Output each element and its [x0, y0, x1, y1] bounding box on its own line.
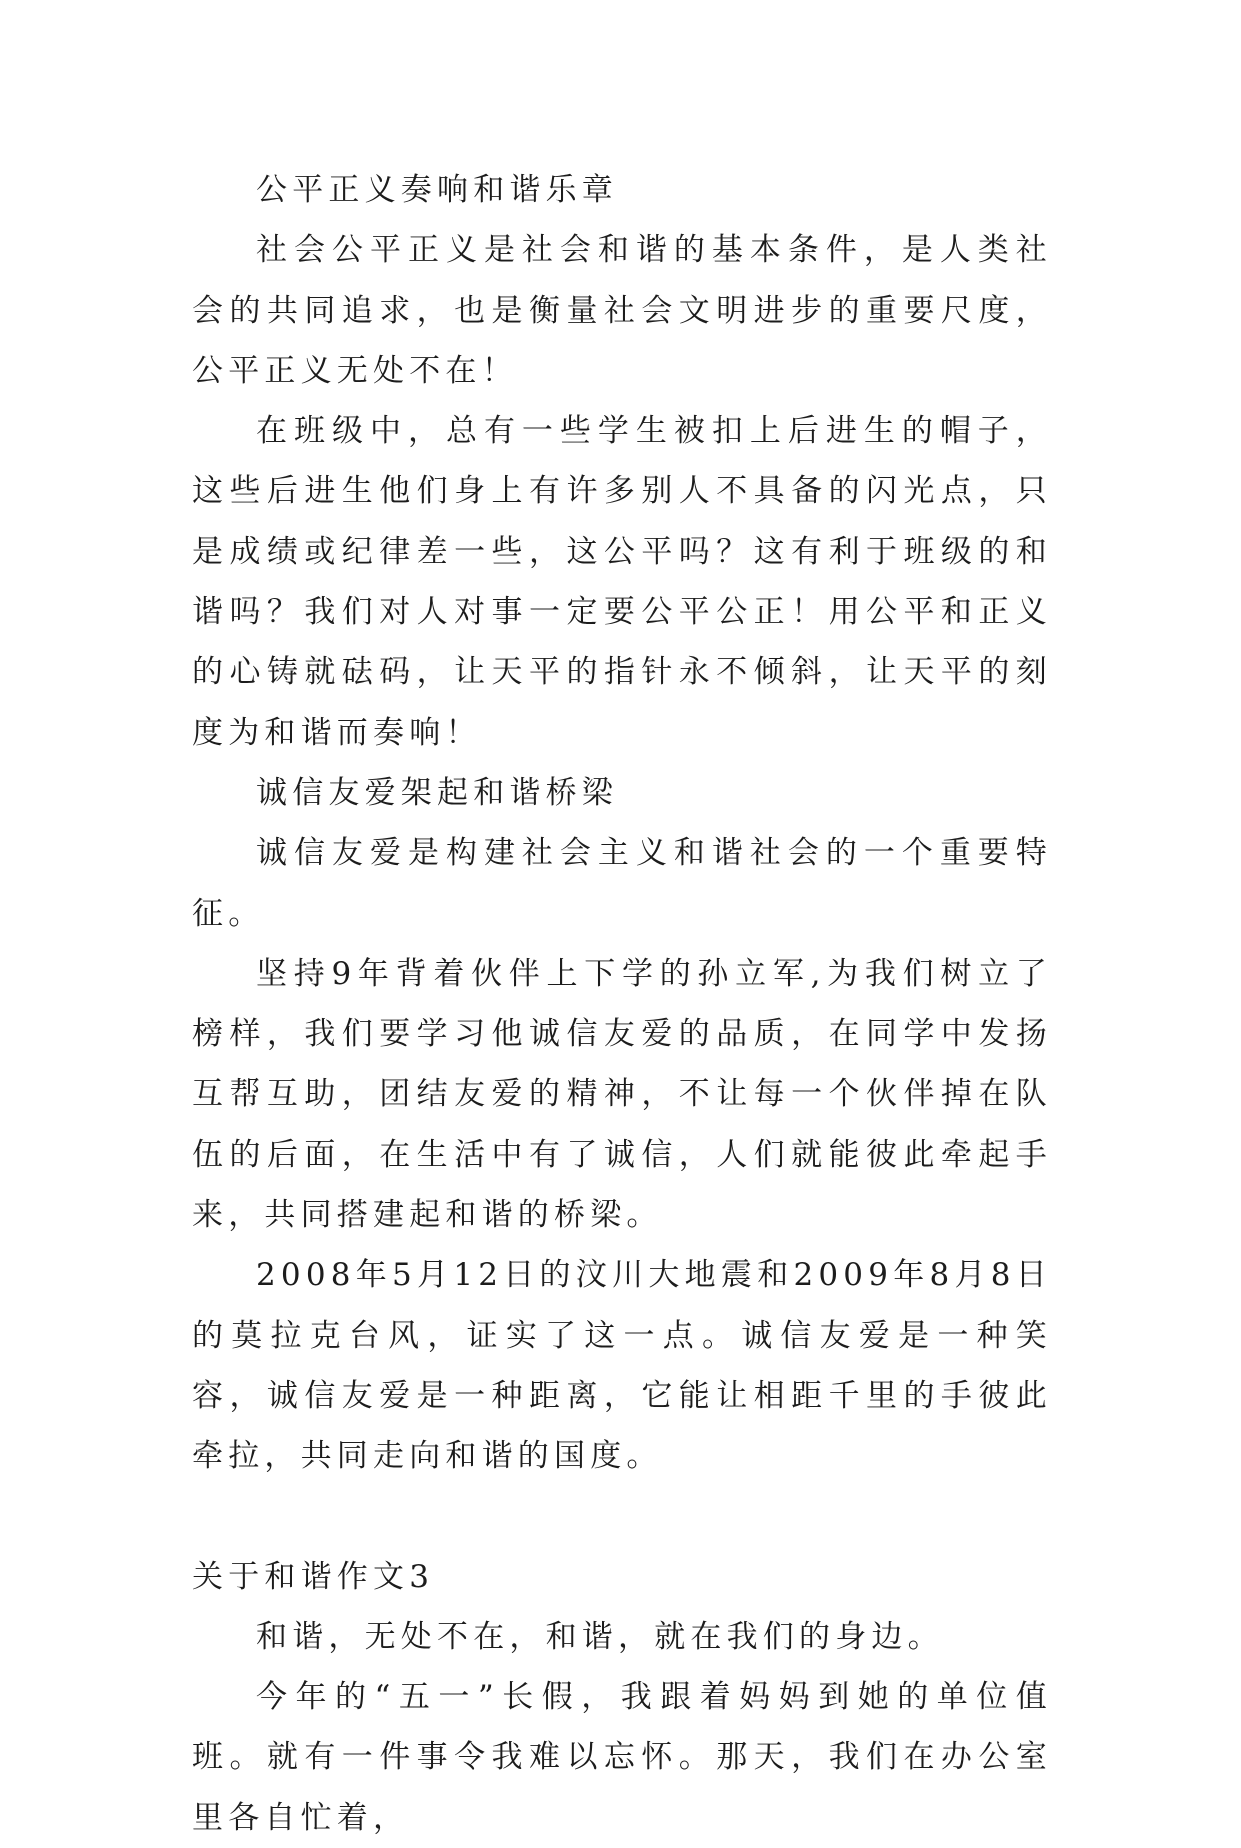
- paragraph: 在班级中，总有一些学生被扣上后进生的帽子，这些后进生他们身上有许多别人不具备的闪光点，只是成绩或纪律差一些，这公平吗？这有利于班级的和谐吗？我们对人对事一定要公平公正！用公平和正义的心铸就砝码，让天平的指针永不倾斜，让天平的刻度为和谐而奏响！: [192, 413, 1052, 751]
- paragraph: 诚信友爱是构建社会主义和谐社会的一个重要特征。: [192, 835, 1052, 932]
- paragraph: 和谐，无处不在，和谐，就在我们的身边。: [256, 1618, 944, 1655]
- document-body: [192, 160, 1052, 1848]
- subheading-fairness: 公平正义奏响和谐乐章: [256, 172, 618, 208]
- paragraph: 社会公平正义是社会和谐的基本条件，是人类社会的共同追求，也是衡量社会文明进步的重要尺度，公平正义无处不在！: [192, 232, 1052, 389]
- paragraph: 2008年5月12日的汶川大地震和2009年8月8日的莫拉克台风，证实了这一点。诚信友爱是一种笑容，诚信友爱是一种距离，它能让相距千里的手彼此牵拉，共同走向和谐的国度。: [192, 1257, 1052, 1475]
- paragraph: 坚持9年背着伙伴上下学的孙立军,为我们树立了榜样，我们要学习他诚信友爱的品质，在同学中发扬互帮互助，团结友爱的精神，不让每一个伙伴掉在队伍的后面，在生活中有了诚信，人们就能彼此牵起手来，共同搭建起和谐的桥梁。: [192, 955, 1052, 1234]
- paragraph: 今年的“五一”长假，我跟着妈妈到她的单位值班。就有一件事令我难以忘怀。那天，我们在办公室里各自忙着，: [192, 1679, 1052, 1836]
- section-title: 关于和谐作文3: [192, 1558, 435, 1595]
- subheading-integrity: 诚信友爱架起和谐桥梁: [256, 774, 618, 811]
